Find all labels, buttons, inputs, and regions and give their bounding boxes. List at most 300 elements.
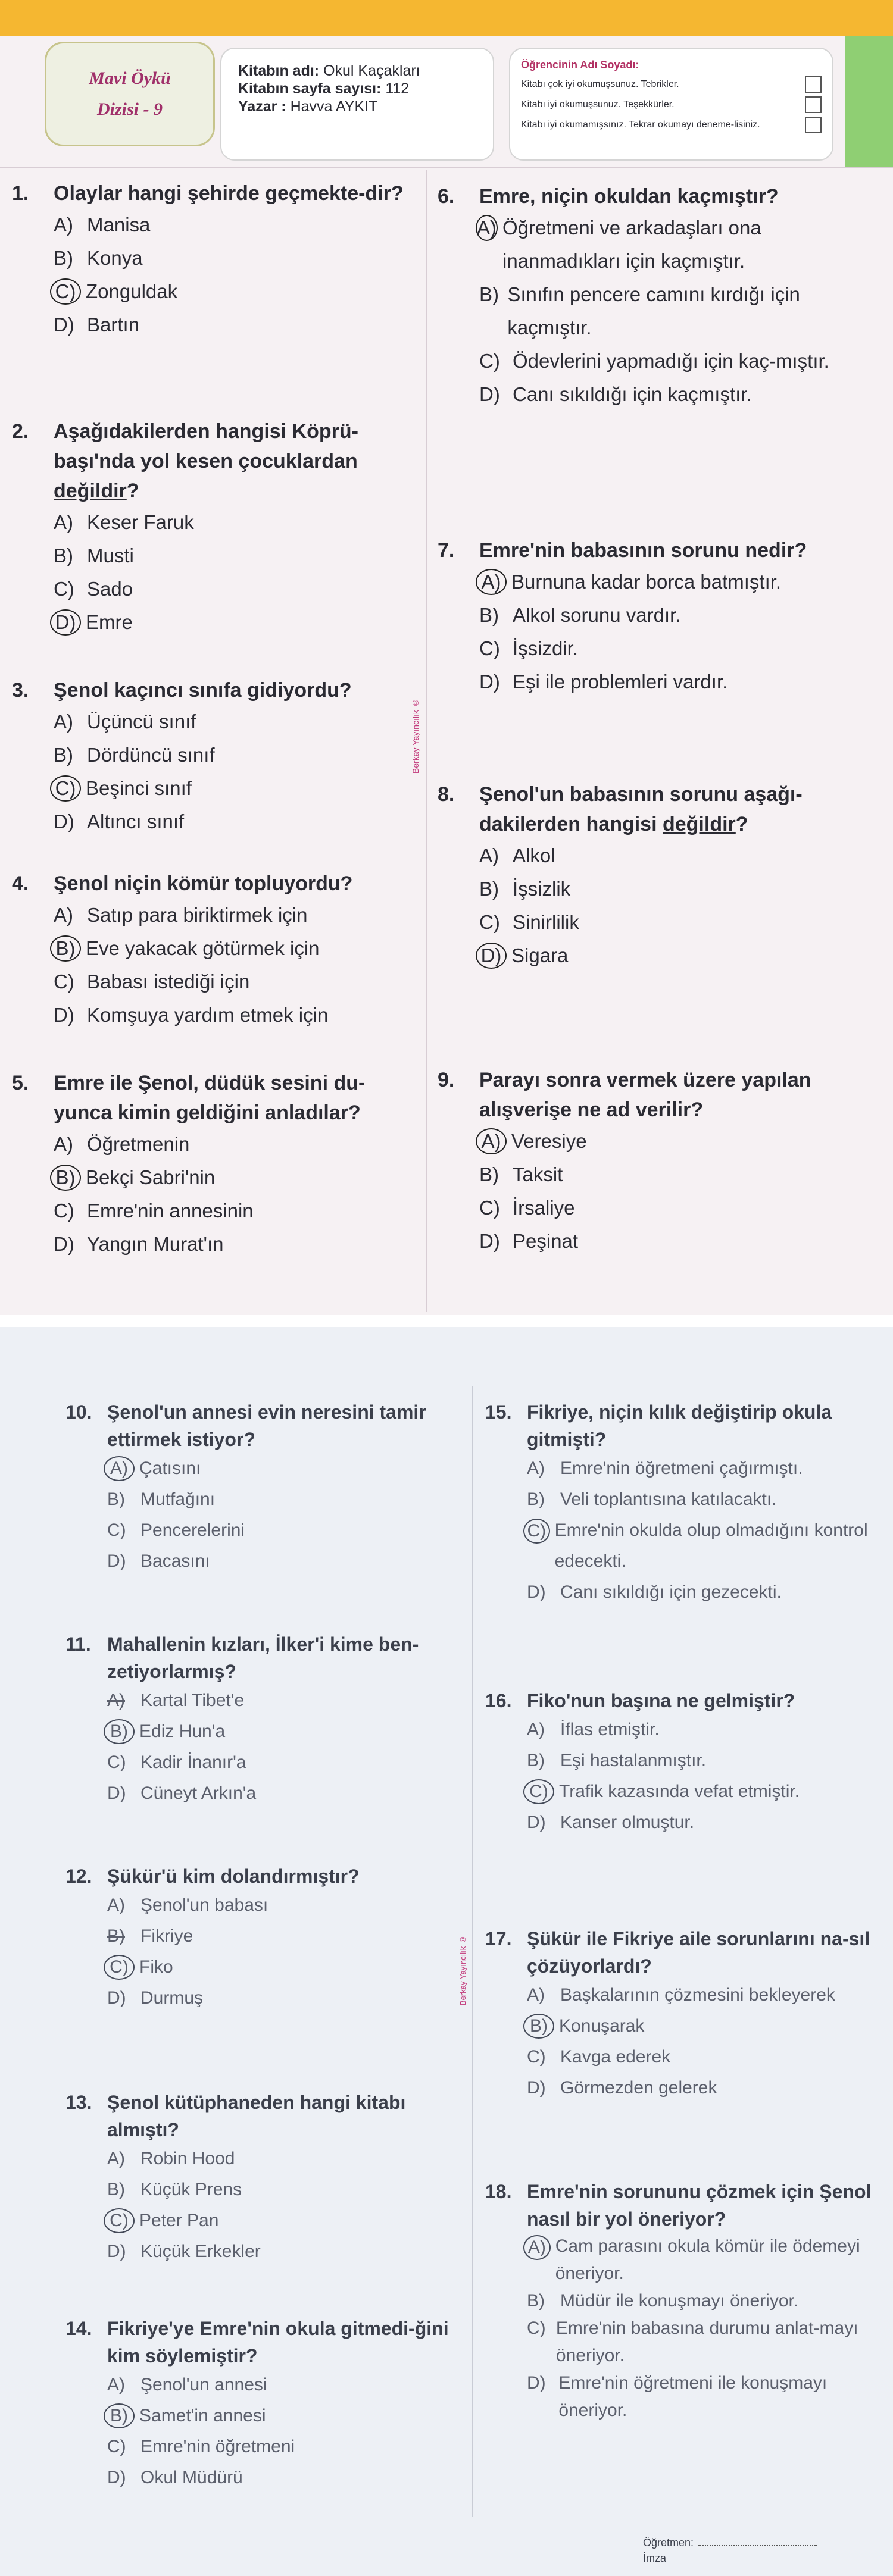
- question-7: [438, 536, 830, 699]
- question-stem: Olaylar hangi şehirde geçmekte-dir?: [54, 182, 404, 205]
- answer-option[interactable]: [54, 506, 411, 539]
- answer-option-selected[interactable]: [479, 939, 830, 972]
- question-stem: Şükür'ü kim dolandırmıştır?: [107, 1866, 360, 1887]
- answer-option[interactable]: [479, 632, 830, 665]
- evaluation-text: Kitabı iyi okumamışsınız. Tekrar okumayı deneme-lisiniz.: [521, 120, 760, 130]
- option-letter: A): [54, 511, 73, 533]
- option-letter: D): [107, 1551, 126, 1571]
- question-15: [485, 1398, 884, 1608]
- option-letter: D): [107, 2242, 126, 2261]
- answer-option[interactable]: [527, 1980, 884, 2011]
- question-stem: Fikriye, niçin kılık değiştirip okula gitmişti?: [527, 1401, 832, 1450]
- selected-answer-mark: A): [476, 569, 507, 595]
- question-9: [438, 1065, 830, 1258]
- answer-option[interactable]: [527, 1807, 884, 1838]
- book-author-value: Havva AYKIT: [290, 98, 378, 115]
- question-stem: Emre'nin sorununu çözmek için Şenol nasıl bir yol öneriyor?: [527, 2181, 872, 2230]
- question-stem-end: ?: [126, 480, 139, 502]
- teacher-signature-line[interactable]: [698, 2545, 817, 2546]
- option-text: Veli toplantısına katılacaktı.: [560, 1489, 777, 1509]
- option-letter: A): [107, 2375, 125, 2395]
- selected-answer-mark: C): [104, 1955, 135, 1980]
- option-letter: A): [527, 1458, 545, 1478]
- question-number: 6.: [438, 185, 455, 208]
- answer-option-selected[interactable]: [479, 1125, 830, 1158]
- question-stem: Şenol'un annesi evin neresini tamir ettirmek istiyor?: [107, 1401, 426, 1450]
- question-6: [438, 181, 830, 411]
- option-letter: C): [527, 2318, 546, 2338]
- option-text: Cam parasını okula kömür ile ödemeyi öneriyor.: [555, 2236, 860, 2283]
- evaluation-checkbox[interactable]: [805, 96, 822, 113]
- question-number: 4.: [12, 872, 29, 895]
- evaluation-text: Kitabı çok iyi okumuşsunuz. Tebrikler.: [521, 79, 679, 89]
- answer-option[interactable]: [107, 1747, 464, 1778]
- question-13: [65, 2089, 464, 2267]
- option-text: Samet'in annesi: [139, 2406, 266, 2425]
- option-letter: C): [479, 637, 500, 659]
- option-text: Üçüncü sınıf: [87, 710, 196, 733]
- question-number: 18.: [485, 2181, 512, 2202]
- question-4: [12, 869, 411, 1032]
- answer-option[interactable]: [527, 1745, 884, 1776]
- option-text: İrsaliye: [513, 1197, 575, 1219]
- option-letter: A): [107, 1895, 125, 1915]
- top-color-band: [0, 0, 893, 36]
- evaluation-checkbox[interactable]: [805, 117, 822, 133]
- answer-option-crossed[interactable]: [107, 1921, 464, 1952]
- column-divider: [426, 170, 427, 1312]
- answer-option[interactable]: [54, 572, 411, 606]
- answer-option[interactable]: [54, 308, 411, 342]
- question-18: [485, 2178, 884, 2424]
- option-text: Yangın Murat'ın: [87, 1233, 224, 1255]
- answer-option[interactable]: [479, 1158, 830, 1191]
- question-stem: Mahallenin kızları, İlker'i kime ben-zetiyorlarmış?: [107, 1633, 419, 1682]
- question-number: 9.: [438, 1069, 455, 1091]
- selected-answer-mark: D): [476, 943, 507, 969]
- evaluation-checkbox[interactable]: [805, 76, 822, 93]
- option-text: Öğretmeni ve arkadaşları ona inanmadıkları için kaçmıştır.: [502, 217, 761, 272]
- option-text: Emre'nin annesinin: [87, 1200, 254, 1222]
- worksheet-page-2: [0, 1327, 893, 2576]
- book-author-label: Yazar :: [238, 98, 286, 115]
- option-letter: A): [479, 844, 499, 866]
- option-text: Kavga ederek: [560, 2047, 671, 2067]
- answer-option-selected[interactable]: [54, 275, 411, 308]
- question-10: [65, 1398, 464, 1577]
- option-letter: D): [479, 671, 500, 693]
- option-text: Veresiye: [511, 1130, 587, 1152]
- question-number: 15.: [485, 1401, 512, 1423]
- answer-option-selected[interactable]: [107, 2400, 464, 2431]
- signature-label: İmza: [643, 2552, 667, 2564]
- option-text: Beşinci sınıf: [86, 777, 192, 799]
- selected-answer-mark: C): [104, 2208, 135, 2233]
- answer-option-selected[interactable]: [107, 1453, 464, 1484]
- question-number: 13.: [65, 2092, 92, 2113]
- option-letter: B): [479, 283, 499, 305]
- option-text: Emre'nin öğretmeni ile konuşmayı öneriyor.: [558, 2373, 828, 2420]
- answer-option[interactable]: [107, 2370, 464, 2400]
- option-text: Alkol sorunu vardır.: [513, 604, 681, 626]
- answer-option[interactable]: [54, 805, 411, 838]
- option-letter: A): [107, 2149, 125, 2168]
- option-letter: B): [107, 1926, 125, 1946]
- answer-option[interactable]: [527, 2073, 884, 2104]
- option-text: Satıp para biriktirmek için: [87, 904, 308, 926]
- answer-option-selected[interactable]: [107, 2205, 464, 2236]
- option-text: Canı sıkıldığı için gezecekti.: [560, 1582, 782, 1602]
- option-letter: B): [107, 2180, 125, 2199]
- answer-option[interactable]: [479, 345, 830, 378]
- answer-option[interactable]: [527, 1714, 884, 1745]
- option-text: Fiko: [139, 1957, 173, 1977]
- option-text: Emre'nin öğretmeni: [140, 2437, 295, 2456]
- option-text: Okul Müdürü: [140, 2468, 243, 2487]
- option-letter: C): [479, 911, 500, 933]
- option-letter: B): [527, 1489, 545, 1509]
- option-letter: C): [54, 971, 74, 993]
- option-letter: D): [54, 1233, 74, 1255]
- option-text: Küçük Erkekler: [140, 2242, 261, 2261]
- answer-option[interactable]: [54, 965, 411, 999]
- answer-option[interactable]: [54, 1128, 411, 1161]
- answer-option[interactable]: [527, 1453, 884, 1484]
- answer-option[interactable]: [54, 1228, 411, 1261]
- answer-option[interactable]: [479, 906, 830, 939]
- option-text: Başkalarının çözmesini bekleyerek: [560, 1985, 835, 2005]
- option-text: Trafik kazasında vefat etmiştir.: [559, 1782, 800, 1801]
- option-text: Şenol'un babası: [140, 1895, 268, 1915]
- answer-option[interactable]: [479, 665, 830, 699]
- option-text: Altıncı sınıf: [87, 810, 185, 832]
- answer-option[interactable]: [527, 2370, 884, 2424]
- answer-option[interactable]: [527, 1577, 884, 1608]
- option-letter: D): [527, 2373, 546, 2393]
- option-text: Sigara: [511, 944, 569, 966]
- option-letter: A): [54, 214, 73, 236]
- selected-answer-mark: C): [523, 1779, 554, 1804]
- selected-answer-mark: A): [104, 1456, 135, 1481]
- option-letter: B): [527, 2291, 545, 2311]
- option-text: Şenol'un annesi: [140, 2375, 267, 2395]
- answer-option-selected[interactable]: [54, 1161, 411, 1194]
- evaluation-row: [521, 117, 822, 133]
- answer-option[interactable]: [107, 2236, 464, 2267]
- selected-answer-mark: B): [50, 1165, 81, 1191]
- option-text: Öğretmenin: [87, 1133, 190, 1155]
- option-letter: A): [54, 904, 73, 926]
- header-divider: [0, 167, 893, 168]
- option-text: Emre'nin öğretmeni çağırmıştı.: [560, 1458, 803, 1478]
- option-text: Küçük Prens: [140, 2180, 242, 2199]
- answer-option[interactable]: [107, 1515, 464, 1546]
- answer-option[interactable]: [107, 1983, 464, 2014]
- option-letter: B): [479, 878, 499, 900]
- publisher-credit: Berkay Yayıncılık ©: [411, 698, 420, 774]
- question-number: 12.: [65, 1866, 92, 1887]
- question-stem: Emre, niçin okuldan kaçmıştır?: [479, 185, 779, 208]
- selected-answer-mark: C): [523, 1519, 550, 1544]
- question-1: [12, 179, 411, 342]
- selected-answer-mark: B): [50, 935, 81, 962]
- option-text: Konya: [87, 247, 143, 269]
- answer-option[interactable]: [107, 2462, 464, 2493]
- publisher-credit: Berkay Yayıncılık ©: [458, 1935, 467, 2005]
- option-letter: C): [107, 2437, 126, 2456]
- option-text: Eve yakacak götürmek için: [86, 937, 320, 959]
- question-stem-end: ?: [735, 813, 748, 835]
- option-letter: D): [527, 2078, 546, 2098]
- answer-option[interactable]: [54, 899, 411, 932]
- question-stem: Fikriye'ye Emre'nin okula gitmedi-ğini kim söylemiştir?: [107, 2318, 449, 2367]
- answer-option[interactable]: [479, 872, 830, 906]
- option-letter: A): [527, 1720, 545, 1739]
- question-number: 11.: [65, 1633, 91, 1655]
- answer-option[interactable]: [479, 1225, 830, 1258]
- option-letter: B): [527, 1751, 545, 1770]
- question-8: [438, 780, 830, 972]
- question-number: 10.: [65, 1401, 92, 1423]
- student-name-label: Öğrencinin Adı Soyadı:: [521, 59, 639, 71]
- option-text: Kartal Tibet'e: [140, 1691, 245, 1710]
- question-number: 3.: [12, 679, 29, 702]
- option-text: Ödevlerini yapmadığı için kaç-mıştır.: [513, 350, 829, 372]
- answer-option[interactable]: [527, 2315, 884, 2370]
- answer-option[interactable]: [527, 1484, 884, 1515]
- option-letter: C): [479, 350, 500, 372]
- selected-answer-mark: A): [476, 1128, 507, 1154]
- question-16: [485, 1687, 884, 1838]
- selected-answer-mark: B): [104, 2403, 135, 2428]
- series-line-1: Mavi Öykü: [89, 68, 171, 88]
- option-text: İşsizdir.: [513, 637, 579, 659]
- option-letter: C): [54, 1200, 74, 1222]
- selected-answer-mark: B): [104, 1719, 135, 1744]
- answer-option[interactable]: [54, 738, 411, 772]
- option-letter: B): [479, 604, 499, 626]
- option-text: Alkol: [513, 844, 555, 866]
- answer-option[interactable]: [54, 208, 411, 242]
- answer-option[interactable]: [107, 1890, 464, 1921]
- question-stem: Şenol niçin kömür topluyordu?: [54, 872, 353, 895]
- option-text: Cüneyt Arkın'a: [140, 1783, 257, 1803]
- series-line-2: Dizisi - 9: [96, 99, 163, 119]
- selected-answer-mark: C): [50, 775, 81, 802]
- option-text: İflas etmiştir.: [560, 1720, 660, 1739]
- option-text: Sado: [87, 578, 133, 600]
- option-letter: A): [54, 1133, 73, 1155]
- option-letter: B): [54, 247, 73, 269]
- option-text: Mutfağını: [140, 1489, 216, 1509]
- answer-option-selected[interactable]: [479, 565, 830, 599]
- question-number: 8.: [438, 783, 455, 806]
- option-text: Zonguldak: [86, 280, 178, 302]
- option-letter: D): [479, 383, 500, 405]
- answer-option-selected[interactable]: [527, 1515, 884, 1577]
- option-text: Bartın: [87, 314, 140, 336]
- option-text: Ediz Hun'a: [139, 1721, 226, 1741]
- answer-option[interactable]: [479, 1191, 830, 1225]
- option-letter: A): [54, 710, 73, 733]
- question-number: 1.: [12, 182, 29, 205]
- answer-option-selected[interactable]: [54, 772, 411, 805]
- option-letter: D): [479, 1230, 500, 1252]
- option-letter: D): [54, 810, 74, 832]
- option-letter: D): [527, 1582, 546, 1602]
- option-text: Peşinat: [513, 1230, 579, 1252]
- question-number: 2.: [12, 420, 29, 443]
- answer-option[interactable]: [54, 999, 411, 1032]
- answer-option-selected[interactable]: [107, 1952, 464, 1983]
- answer-option[interactable]: [54, 1194, 411, 1228]
- selected-answer-mark: D): [50, 609, 81, 636]
- question-5: [12, 1068, 411, 1261]
- answer-option-selected[interactable]: [107, 1716, 464, 1747]
- option-letter: B): [479, 1163, 499, 1185]
- question-stem: Fiko'nun başına ne gelmiştir?: [527, 1690, 795, 1711]
- answer-option[interactable]: [479, 378, 830, 411]
- question-stem: Aşağıdakilerden hangisi Köprü-başı'nda yol kesen çocuklardan: [54, 420, 358, 472]
- option-letter: C): [527, 2047, 546, 2067]
- option-text: Pencerelerini: [140, 1520, 245, 1540]
- question-number: 14.: [65, 2318, 92, 2339]
- option-text: Emre'nin babasına durumu anlat-mayı öneriyor.: [555, 2318, 858, 2365]
- option-text: Kanser olmuştur.: [560, 1813, 695, 1832]
- option-text: İşsizlik: [513, 878, 571, 900]
- answer-option[interactable]: [107, 2431, 464, 2462]
- answer-option[interactable]: [107, 2174, 464, 2205]
- question-stem: Şenol kütüphaneden hangi kitabı almıştı?: [107, 2092, 406, 2140]
- option-text: Müdür ile konuşmayı öneriyor.: [560, 2291, 799, 2311]
- question-number: 17.: [485, 1928, 512, 1949]
- question-3: [12, 675, 411, 838]
- option-text: Görmezden gelerek: [560, 2078, 717, 2098]
- side-color-band: [845, 36, 893, 167]
- option-letter: C): [107, 1520, 126, 1540]
- question-stem: Şenol'un babasının sorunu aşağı-dakilerden hangisi: [479, 783, 803, 835]
- question-17: [485, 1925, 884, 2104]
- option-letter: D): [527, 1813, 546, 1832]
- column-divider: [472, 1386, 473, 2517]
- option-text: Sınıfın pencere camını kırdığı için kaçmıştır.: [507, 283, 800, 339]
- evaluation-row: [521, 76, 822, 93]
- answer-option[interactable]: [527, 2287, 884, 2315]
- option-letter: D): [54, 1004, 74, 1026]
- answer-option[interactable]: [479, 278, 830, 345]
- option-text: Emre'nin okulda olup olmadığını kontrol edecekti.: [554, 1520, 868, 1571]
- question-stem-emphasis: değildir: [662, 813, 736, 835]
- option-text: Robin Hood: [140, 2149, 235, 2168]
- question-stem: Şenol kaçıncı sınıfa gidiyordu?: [54, 679, 352, 702]
- option-text: Eşi hastalanmıştır.: [560, 1751, 707, 1770]
- answer-option[interactable]: [54, 705, 411, 738]
- option-text: Kadir İnanır'a: [140, 1752, 246, 1772]
- answer-option-selected[interactable]: [527, 2011, 884, 2042]
- answer-option[interactable]: [479, 839, 830, 872]
- question-11: [65, 1630, 464, 1809]
- series-label: [45, 42, 215, 146]
- book-pages-label: Kitabın sayfa sayısı:: [238, 80, 382, 97]
- option-letter: D): [54, 314, 74, 336]
- evaluation-row: [521, 96, 822, 113]
- option-letter: D): [107, 1988, 126, 2008]
- answer-option-selected[interactable]: [527, 1776, 884, 1807]
- book-info-box: [220, 48, 494, 161]
- answer-option-selected[interactable]: [479, 211, 830, 278]
- book-name-label: Kitabın adı:: [238, 62, 320, 79]
- option-letter: B): [54, 744, 73, 766]
- option-letter: C): [54, 578, 74, 600]
- question-number: 7.: [438, 539, 455, 562]
- option-text: Dördüncü sınıf: [87, 744, 215, 766]
- option-letter: B): [54, 544, 73, 566]
- question-2: [12, 417, 411, 639]
- option-text: Taksit: [513, 1163, 563, 1185]
- answer-option[interactable]: [107, 1778, 464, 1809]
- answer-option-selected[interactable]: [527, 2233, 884, 2287]
- question-stem: Parayı sonra vermek üzere yapılan alışverişe ne ad verilir?: [479, 1069, 811, 1121]
- option-text: Manisa: [87, 214, 151, 236]
- question-stem-emphasis: değildir: [54, 480, 127, 502]
- option-letter: C): [479, 1197, 500, 1219]
- evaluation-text: Kitabı iyi okumuşsunuz. Teşekkürler.: [521, 99, 675, 109]
- option-text: Eşi ile problemleri vardır.: [513, 671, 728, 693]
- option-letter: D): [107, 2468, 126, 2487]
- option-text: Babası istediği için: [87, 971, 250, 993]
- student-info-box: [509, 48, 833, 161]
- option-letter: C): [107, 1752, 126, 1772]
- answer-option[interactable]: [479, 599, 830, 632]
- answer-option[interactable]: [107, 1546, 464, 1577]
- question-stem: Emre ile Şenol, düdük sesini du-yunca kimin geldiğini anladılar?: [54, 1072, 366, 1124]
- option-text: Konuşarak: [559, 2016, 645, 2036]
- answer-option-selected[interactable]: [54, 932, 411, 965]
- question-number: 5.: [12, 1072, 29, 1094]
- question-number: 16.: [485, 1690, 512, 1711]
- answer-option[interactable]: [107, 1484, 464, 1515]
- option-text: Fikriye: [140, 1926, 193, 1946]
- option-text: Durmuş: [140, 1988, 204, 2008]
- teacher-label: Öğretmen:: [643, 2537, 694, 2549]
- answer-option-crossed[interactable]: [107, 1685, 464, 1716]
- book-name-value: Okul Kaçakları: [323, 62, 420, 79]
- option-text: Bacasını: [140, 1551, 210, 1571]
- option-text: Sinirlilik: [513, 911, 579, 933]
- option-letter: A): [527, 1985, 545, 2005]
- question-12: [65, 1863, 464, 2014]
- teacher-signature-block: [643, 2535, 817, 2566]
- option-text: Musti: [87, 544, 134, 566]
- answer-option[interactable]: [527, 2042, 884, 2073]
- answer-option[interactable]: [54, 242, 411, 275]
- answer-option[interactable]: [54, 539, 411, 572]
- option-letter: D): [107, 1783, 126, 1803]
- answer-option-selected[interactable]: [54, 606, 411, 639]
- option-letter: A): [107, 1691, 125, 1710]
- option-text: Canı sıkıldığı için kaçmıştır.: [513, 383, 752, 405]
- selected-answer-mark: A): [523, 2235, 551, 2260]
- selected-answer-mark: B): [523, 2014, 554, 2039]
- book-pages-value: 112: [385, 80, 410, 97]
- question-stem: Şükür ile Fikriye aile sorunlarını na-sıl çözüyorlardı?: [527, 1928, 870, 1977]
- option-text: Komşuya yardım etmek için: [87, 1004, 329, 1026]
- question-14: [65, 2315, 464, 2493]
- question-stem: Emre'nin babasının sorunu nedir?: [479, 539, 807, 562]
- option-text: Çatısını: [139, 1458, 201, 1478]
- answer-option[interactable]: [107, 2143, 464, 2174]
- option-text: Emre: [86, 611, 133, 633]
